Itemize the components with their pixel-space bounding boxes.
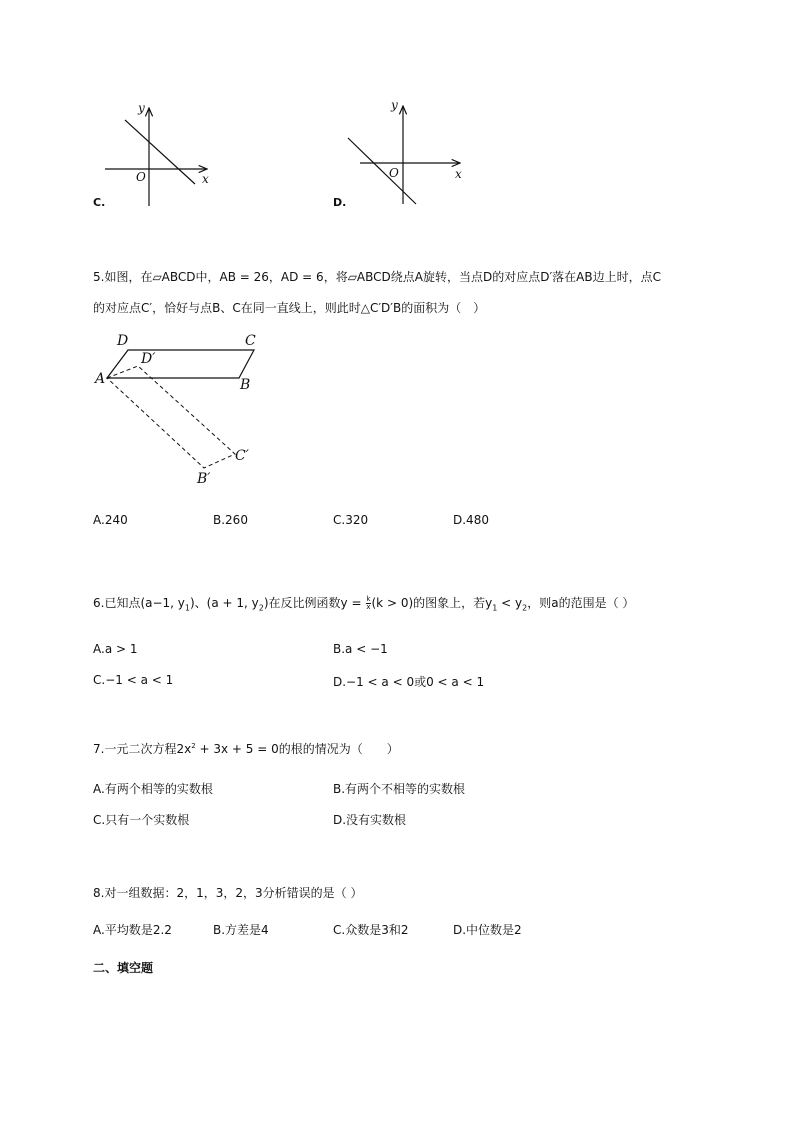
section-heading-fill-in: 二、填空题 xyxy=(93,961,154,975)
label-C: C xyxy=(245,333,256,349)
label-B-prime: B′ xyxy=(197,471,211,487)
label-D: D xyxy=(117,333,129,349)
graph-line xyxy=(348,138,416,204)
option-label: C. xyxy=(93,196,106,209)
q7-option-b[interactable]: B.有两个不相等的实数根 xyxy=(333,782,466,796)
label-D-prime: D′ xyxy=(141,351,156,367)
q8-option-c[interactable]: C.众数是3和2 xyxy=(333,923,409,937)
graph-c xyxy=(100,100,220,215)
fraction-k-over-x: $\frac{k}{x}$ xyxy=(366,595,371,611)
q6-option-c[interactable]: C.−1 < a < 1 xyxy=(93,673,174,687)
q7-option-d[interactable]: D.没有实数根 xyxy=(333,813,407,827)
q8-option-d[interactable]: D.中位数是2 xyxy=(453,923,522,937)
axis-x-label: x xyxy=(455,167,462,181)
q5-stem-line2: 的对应点C′，恰好与点B、C在同一直线上，则此时△C′D′B的面积为（ ） xyxy=(93,301,486,315)
q7-stem: 7.一元二次方程$2x^2 + 3x + 5 = 0$的根的情况为（ ） xyxy=(93,742,399,756)
axis-y-label: y xyxy=(138,101,145,115)
rotated-parallelogram xyxy=(107,366,235,468)
q5-option-b[interactable]: B.260 xyxy=(213,513,248,527)
q6-option-a[interactable]: A.a > 1 xyxy=(93,642,138,656)
q6-stem: 6.已知点(a−1, $y_1$)、(a + 1, $y_2$)在反比例函数y = $\frac{k}{x}$ (k > 0)的图象上，若$y_1 < y_2$，则a的范围是（ ） xyxy=(93,595,635,613)
label-B: B xyxy=(240,377,251,393)
q8-stem: 8.对一组数据：2，1，3，2，3分析错误的是（ ） xyxy=(93,886,363,900)
label-C-prime: C′ xyxy=(235,448,249,464)
q6-option-b[interactable]: B.a < −1 xyxy=(333,642,388,656)
axis-y-label: y xyxy=(391,98,398,112)
q5-option-c[interactable]: C.320 xyxy=(333,513,369,527)
q7-option-a[interactable]: A.有两个相等的实数根 xyxy=(93,782,213,796)
option-label: D. xyxy=(333,196,347,209)
q8-option-a[interactable]: A.平均数是2.2 xyxy=(93,923,172,937)
q7-option-c[interactable]: C.只有一个实数根 xyxy=(93,813,190,827)
graph-d xyxy=(340,98,470,213)
q5-stem-line1: 5.如图，在▱ABCD中，AB = 26，AD = 6，将▱ABCD绕点A旋转，当点D的对应点D′落在AB边上时，点C xyxy=(93,270,662,284)
parallelogram-abcd xyxy=(107,350,254,378)
origin-label: O xyxy=(136,170,146,184)
q6-option-d[interactable]: D.−1 < a < 0或0 < a < 1 xyxy=(333,675,485,689)
q5-option-d[interactable]: D.480 xyxy=(453,513,489,527)
q8-option-b[interactable]: B.方差是4 xyxy=(213,923,269,937)
origin-label: O xyxy=(389,166,399,180)
axis-x-label: x xyxy=(202,172,209,186)
q5-option-a[interactable]: A.240 xyxy=(93,513,128,527)
label-A: A xyxy=(95,371,106,387)
q5-figure xyxy=(90,330,270,490)
